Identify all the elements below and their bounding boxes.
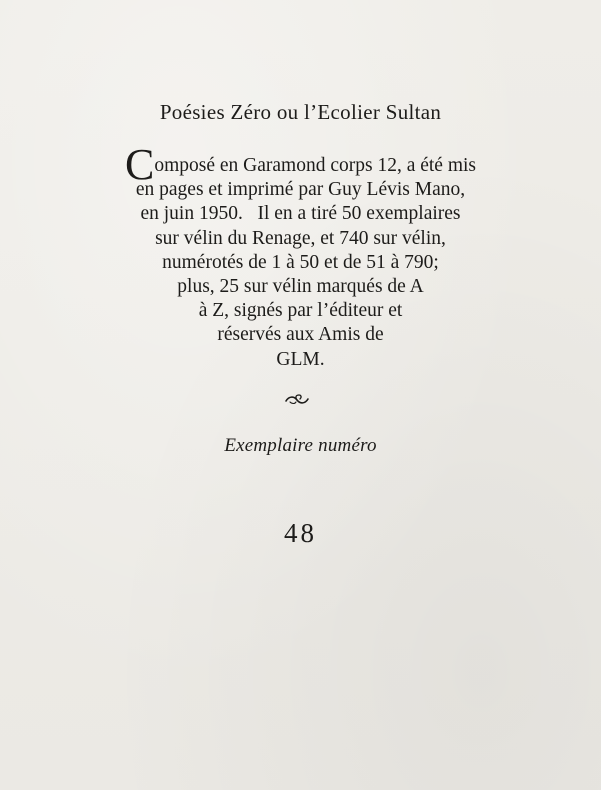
drop-cap: C: [124, 140, 155, 189]
colophon-line-3: en juin 1950. Il en a tiré 50 exemplaires: [140, 203, 461, 225]
colophon-text: [0, 140, 601, 372]
fleuron-icon: [284, 392, 310, 408]
book-title: Poésies Zéro ou l’Ecolier Sultan: [159, 100, 442, 124]
colophon-line-9: GLM.: [276, 348, 325, 370]
colophon-line-8: réservés aux Amis de: [217, 324, 384, 346]
colophon-line-text: omposé en Garamond corps 12, a été mis: [154, 155, 477, 176]
colophon-line-1: [0, 140, 601, 189]
exemplaire-label: Exemplaire numéro: [224, 435, 377, 456]
colophon-line-7: à Z, signés par l’éditeur et: [198, 300, 403, 322]
colophon-line-4: sur vélin du Renage, et 740 sur vélin,: [155, 227, 446, 249]
colophon-line-2: en pages et imprimé par Guy Lévis Mano,: [135, 179, 466, 201]
colophon-line-5: numérotés de 1 à 50 et de 51 à 790;: [162, 251, 439, 273]
exemplaire-number: 48: [284, 518, 317, 548]
colophon-line-6: plus, 25 sur vélin marqués de A: [177, 276, 424, 298]
